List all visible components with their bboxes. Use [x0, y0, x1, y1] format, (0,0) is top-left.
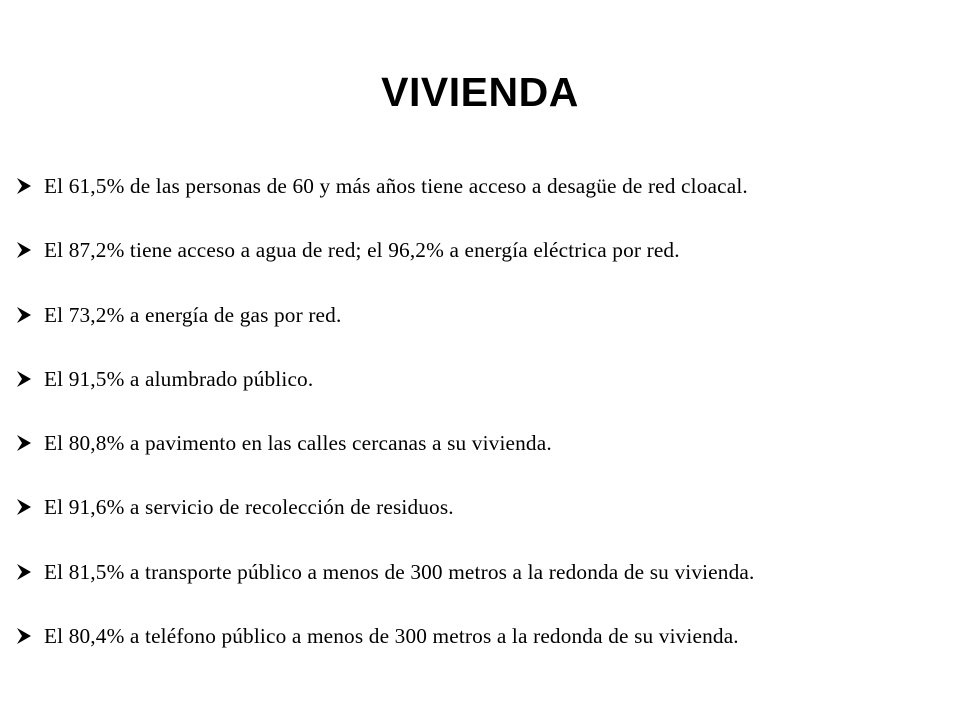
arrowhead-bullet-icon — [14, 626, 44, 646]
bullet-item — [14, 166, 954, 206]
bullet-item — [14, 295, 954, 335]
bullet-item — [14, 423, 954, 463]
arrowhead-bullet-icon — [14, 176, 44, 196]
bullet-text: El 91,6% a servicio de recolección de residuos. — [44, 495, 454, 520]
bullet-item — [14, 552, 954, 592]
bullet-text: El 87,2% tiene acceso a agua de red; el 96,2% a energía eléctrica por red. — [44, 238, 680, 263]
arrowhead-bullet-icon — [14, 305, 44, 325]
bullet-item — [14, 616, 954, 656]
arrowhead-bullet-icon — [14, 369, 44, 389]
bullet-text: El 80,8% a pavimento en las calles cercanas a su vivienda. — [44, 431, 552, 456]
bullet-list — [14, 166, 954, 680]
bullet-item — [14, 230, 954, 270]
bullet-text: El 73,2% a energía de gas por red. — [44, 302, 342, 327]
bullet-text: El 61,5% de las personas de 60 y más años tiene acceso a desagüe de red cloacal. — [44, 174, 748, 198]
bullet-text: El 81,5% a transporte público a menos de 300 metros a la redonda de su vivienda. — [44, 559, 755, 584]
arrowhead-bullet-icon — [14, 497, 44, 517]
arrowhead-bullet-icon — [14, 240, 44, 260]
bullet-item — [14, 487, 954, 527]
bullet-item — [14, 359, 954, 399]
arrowhead-bullet-icon — [14, 433, 44, 453]
bullet-text: El 91,5% a alumbrado público. — [44, 366, 314, 391]
slide-title: VIVIENDA — [381, 69, 579, 115]
arrowhead-bullet-icon — [14, 562, 44, 582]
bullet-text: El 80,4% a teléfono público a menos de 300 metros a la redonda de su vivienda. — [44, 624, 739, 649]
